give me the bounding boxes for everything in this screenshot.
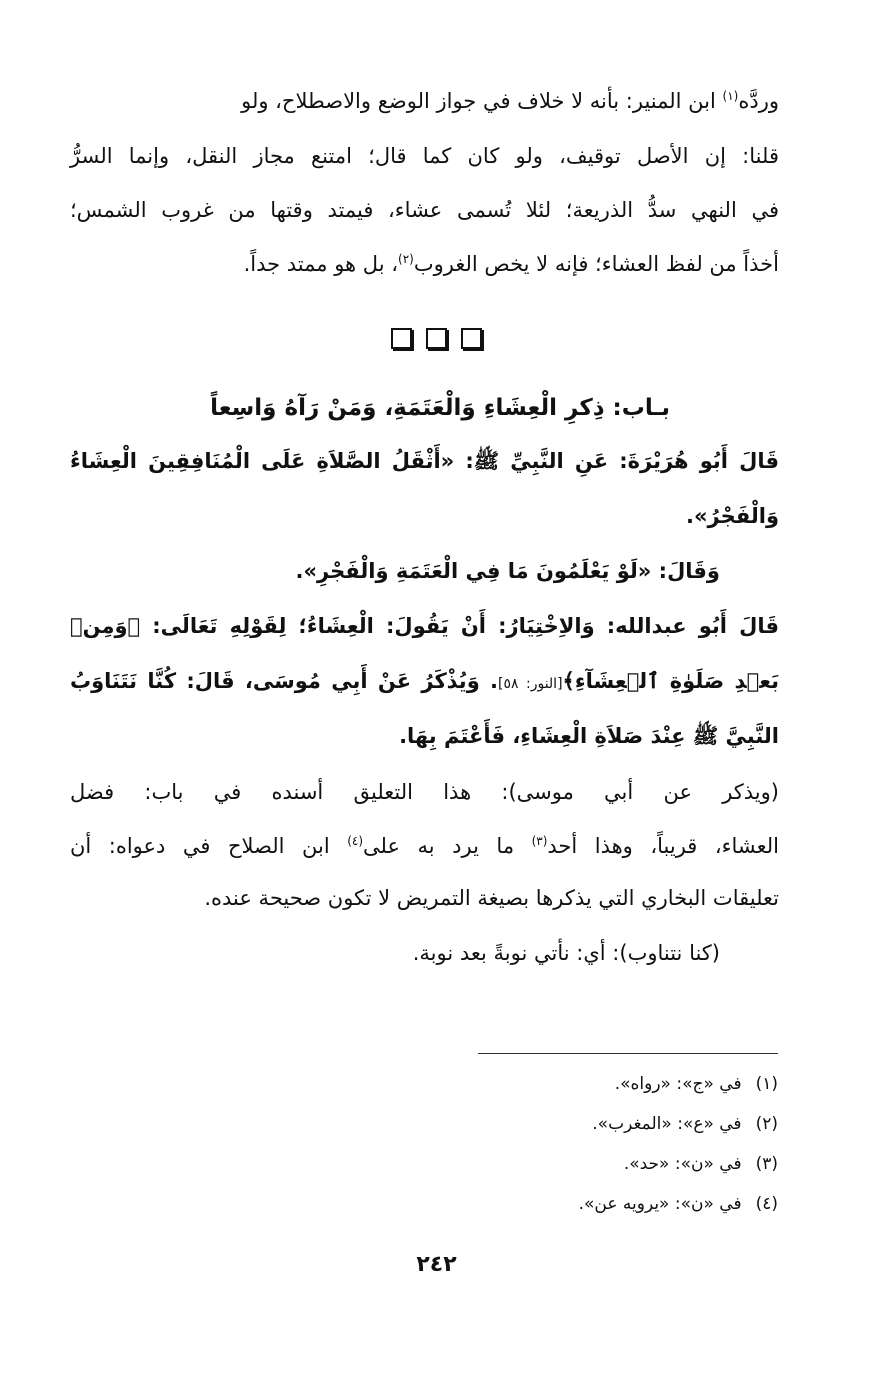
text-span: . وَيُذْكَرُ عَنْ أَبِي مُوسَى، قَالَ: كُنَّا نَتَنَاوَبُ <box>70 669 499 693</box>
footnote-number: (٤) <box>755 1194 778 1214</box>
hadith-line-3: وَقَالَ: «لَوْ يَعْلَمُونَ مَا فِي الْعَتَمَةِ وَالْفَجْرِ». <box>295 559 720 583</box>
footnote-marker: (٢) <box>398 252 414 266</box>
chapter-label: بـاب: <box>612 395 670 421</box>
quran-verse: بَعۡدِ صَلَوٰةِ ٱلۡعِشَآءِ﴾ <box>562 669 779 693</box>
commentary-line-1: (ويذكر عن أبي موسى): هذا التعليق أسنده في باب: فضل <box>70 780 779 804</box>
ornament-square <box>426 328 447 349</box>
footnote-4 <box>579 1190 778 1218</box>
footnote-number: (١) <box>755 1074 778 1094</box>
commentary-line-3: تعليقات البخاري التي يذكرها بصيغة التمريض لا تكون صحيحة عنده. <box>204 886 779 910</box>
hadith-line-4: قَالَ أَبُو عبدالله: وَالاِخْتِيَارُ: أَنْ يَقُولَ: الْعِشَاءُ؛ لِقَوْلِهِ تَعَالَى: ﴿وَمِنۢ <box>70 614 779 638</box>
text-span: ما يرد به على <box>363 834 532 858</box>
text-span: ابن المنير: بأنه لا خلاف في جواز الوضع والاصطلاح، ولو <box>241 89 723 113</box>
paragraph-1-line-1 <box>70 84 779 118</box>
text-span: أخذاً من لفظ العشاء؛ فإنه لا يخص الغروب <box>413 252 779 276</box>
text-span: ابن الصلاح في دعواه: أن <box>70 834 348 858</box>
chapter-title: ذِكرِ الْعِشَاءِ وَالْعَتَمَةِ، وَمَنْ رَآهُ وَاسِعاً <box>210 395 613 421</box>
paragraph-1-line-4 <box>70 247 779 281</box>
footnote-3 <box>624 1150 778 1178</box>
hadith-line-1: قَالَ أَبُو هُرَيْرَةَ: عَنِ النَّبِيِّ ﷺ: «أَثْقَلُ الصَّلاَةِ عَلَى الْمُنَافِقِينَ الْعِشَاءُ <box>70 449 779 473</box>
section-divider-ornament <box>0 328 873 353</box>
footnote-text: في «ج»: «رواه». <box>614 1074 742 1094</box>
paragraph-1-line-2: قلنا: إن الأصل توقيف، ولو كان كما قال؛ امتنع مجاز النقل، وإنما السرُّ <box>70 144 779 168</box>
footnote-number: (٣) <box>755 1154 778 1174</box>
hadith-line-5 <box>70 664 779 701</box>
text-span: ، بل هو ممتد جداً. <box>243 252 399 276</box>
commentary-line-2 <box>70 829 779 863</box>
footnote-text: في «ع»: «المغرب». <box>592 1114 742 1134</box>
hadith-line-6: النَّبِيَّ ﷺ عِنْدَ صَلاَةِ الْعِشَاءِ، فَأَعْتَمَ بِهَا. <box>399 724 779 748</box>
footnote-marker: (١) <box>722 89 739 103</box>
ornament-square <box>461 328 482 349</box>
ornament-square <box>391 328 412 349</box>
footnote-number: (٢) <box>755 1114 778 1134</box>
hadith-line-2: وَالْفَجْرُ». <box>686 504 779 528</box>
footnote-text: في «ن»: «حد». <box>623 1154 742 1174</box>
text-span: وردَّه <box>738 89 779 113</box>
chapter-heading <box>70 390 670 426</box>
paragraph-1-line-3: في النهي سدُّ الذريعة؛ لئلا تُسمى عشاء، فيمتد وقتها من غروب الشمس؛ <box>70 198 779 222</box>
footnote-1 <box>615 1070 778 1098</box>
text-span: العشاء، قريباً، وهذا أحد <box>547 834 779 858</box>
footnote-2 <box>592 1110 778 1138</box>
commentary-line-4: (كنا نتناوب): أي: نأتي نوبةً بعد نوبة. <box>412 941 720 965</box>
footnote-marker: (٣) <box>531 834 548 848</box>
verse-reference: [النور: ٥٨] <box>498 676 563 692</box>
page-number: ٢٤٢ <box>416 1252 457 1277</box>
footnote-separator <box>478 1053 778 1054</box>
footnote-marker: (٤) <box>347 834 364 848</box>
footnote-text: في «ن»: «يرويه عن». <box>578 1194 742 1214</box>
